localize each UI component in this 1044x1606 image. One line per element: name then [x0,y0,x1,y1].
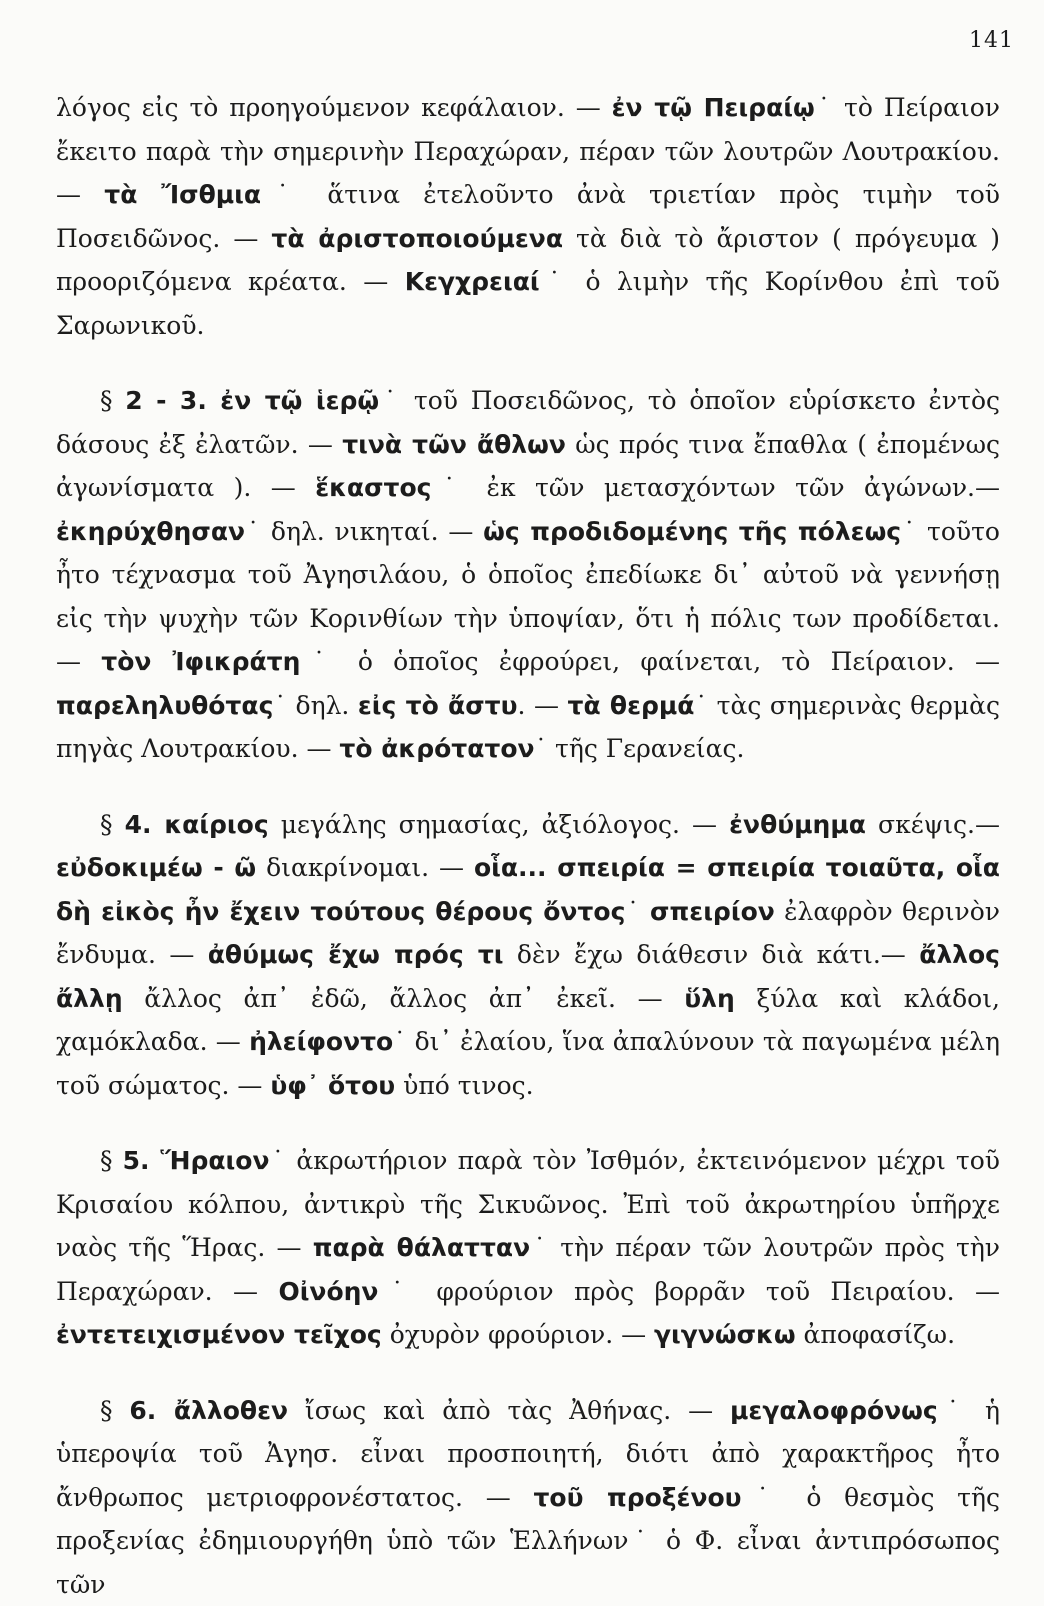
bold-lemma: ἐνθύμημα [729,810,866,839]
bold-lemma: τοῦ προξένου [533,1483,741,1512]
text-run: ἴσως καὶ ἀπὸ τὰς Ἀθήνας. — [288,1396,730,1425]
text-run: ˙ ἡ ὑπεροψία τοῦ Ἀγησ. εἶναι προσποιητή, διότι ἀπὸ χαρακτῆρος ἦτο ἄνθρωπος μετριοφρονέστατος. — [56,1396,1000,1512]
text-run: ˙ τὸ Πείραιον ἔκειτο παρὰ τὴν σημερινὴν Περαχώραν, πέραν τῶν λουτρῶν Λουτρακίου. — [56,93,1000,209]
bold-lemma: ἐντετειχισμένον τεῖχος [56,1320,382,1349]
bold-lemma: τὸν Ἰφικράτη [101,647,300,676]
bold-lemma: μεγαλοφρόνως [730,1396,938,1425]
text-run: ˙ τὰς σημερινὰς θερμὰς πηγὰς Λουτρακίου. — [56,691,1000,764]
bold-lemma: ὕλη [684,984,735,1013]
bold-lemma: παρὰ θάλατταν [313,1233,530,1262]
text-run: μεγάλης σημασίας, ἀξιόλογος. — [269,810,730,839]
text-run: ˙ ὁ θεσμὸς τῆς προξενίας ἐδημιουργήθη ὑπὸ τῶν Ἑλλήνων˙ ὁ Φ. εἶναι ἀντιπρόσωπος τῶν [56,1483,1000,1599]
bold-lemma: εὐδοκιμέω - ῶ [56,853,256,882]
text-run: § [100,386,125,415]
text-run: ˙ ὁ ὁποῖος ἐφρούρει, φαίνεται, τὸ Πείραιον. — [300,647,1000,676]
paragraph [56,1389,1000,1606]
text-run: ˙ φρούριον πρὸς βορρᾶν τοῦ Πειραίου. — [378,1277,1000,1306]
text-run: ὡς πρός τινα ἔπαθλα ( ἐπομένως ἀγωνίσματα ). — [56,430,1000,503]
paragraph [56,379,1000,771]
bold-lemma: τὰ ἀριστοποιούμενα [271,224,563,253]
bold-lemma: ἕκαστος [315,473,431,502]
text-run: ἀποφασίζω. [796,1320,955,1349]
bold-lemma: 2 - 3. ἐν τῷ ἱερῷ [125,386,379,415]
text-run: ˙ τοῦτο ἦτο τέχνασμα τοῦ Ἀγησιλάου, ὁ ὁποῖος ἐπεδίωκε δι᾽ αὐτοῦ νὰ γεννήσῃ εἰς τὴν ψυχὴν τῶν Κορινθίων τὴν ὑποψίαν, ὅτι ἡ πόλις των προδίδεται. — [56,517,1000,677]
text-run: ˙ δηλ. νικηταί. — [245,517,483,546]
bold-lemma: Οἰνόην [278,1277,378,1306]
bold-lemma: ἐν τῷ Πειραίῳ [612,93,815,122]
bold-lemma: παρεληλυθότας [56,691,273,720]
bold-lemma: ἠλείφοντο [249,1027,393,1056]
bold-lemma: ἐκηρύχθησαν [56,517,245,546]
text-run: ἐλαφρὸν θερινὸν ἔνδυμα. — [56,897,1000,970]
bold-lemma: τὰ θερμά [568,691,695,720]
text-run: ˙ [625,897,650,926]
text-run: ˙ δι᾽ ἐλαίου, ἵνα ἀπαλύνουν τὰ παγωμένα μέλη τοῦ σώματος. — [56,1027,1000,1100]
bold-lemma: ὑφ᾽ ὅτου [270,1071,395,1100]
text-run: διακρίνομαι. — [256,853,474,882]
text-run: ˙ ἅτινα ἐτελοῦντο ἀνὰ τριετίαν πρὸς τιμὴν τοῦ Ποσειδῶνος. — [56,180,1000,253]
commentary-text [56,86,1000,1606]
text-run: ˙ ἀκρωτήριον παρὰ τὸν Ἰσθμόν, ἐκτεινόμενον μέχρι τοῦ Κρισαίου κόλπου, ἀντικρὺ τῆς Σικυῶνος. Ἐπὶ τοῦ ἀκρωτηρίου ὑπῆρχε ναὸς τῆς Ἥρας. — [56,1146,1000,1262]
text-run: ˙ τῆς Γερανείας. [535,734,745,763]
text-run: σκέψις.— [866,810,1000,839]
text-run: ξύλα καὶ κλάδοι, χαμόκλαδα. — [56,984,1000,1057]
bold-lemma: ἀθύμως ἔχω πρός τι [208,940,504,969]
text-run: ˙ ἐκ τῶν μετασχόντων τῶν ἀγώνων.— [432,473,1000,502]
text-run: § [100,810,125,839]
bold-lemma: τὸ ἀκρότατον [339,734,534,763]
bold-lemma: 5. Ἥραιον [123,1146,270,1175]
bold-lemma: σπειρίον [650,897,775,926]
page-number: 141 [969,28,1014,53]
paragraph [56,86,1000,347]
text-run: ὀχυρὸν φρούριον. — [382,1320,654,1349]
bold-lemma: τινὰ τῶν ἄθλων [342,430,566,459]
bold-lemma: ἄλλος ἄλλῃ [56,940,1000,1013]
text-run: § [100,1146,123,1175]
text-run: ˙ δηλ. [273,691,357,720]
text-run: λόγος εἰς τὸ προηγούμενον κεφάλαιον. — [56,93,612,122]
text-run: . — [518,691,568,720]
text-run: δὲν ἔχω διάθεσιν διὰ κάτι.— [504,940,920,969]
text-run: § [100,1396,129,1425]
text-run: τὰ διὰ τὸ ἄριστον ( πρόγευμα ) προοριζόμενα κρέατα. — [56,224,1000,297]
text-run: ὑπό τινος. [395,1071,533,1100]
paragraph [56,803,1000,1108]
bold-lemma: τὰ Ἴσθμια [104,180,261,209]
text-run: ˙ τὴν πέραν τῶν λουτρῶν πρὸς τὴν Περαχώραν. — [56,1233,1000,1306]
bold-lemma: 6. ἄλλοθεν [129,1396,288,1425]
text-run: ἄλλος ἀπ᾽ ἐδῶ, ἄλλος ἀπ᾽ ἐκεῖ. — [123,984,685,1013]
paragraph [56,1139,1000,1357]
bold-lemma: οἷα... σπειρία = σπειρία τοιαῦτα, οἷα δὴ εἰκὸς ἦν ἔχειν τούτους θέρους ὄντος [56,853,1000,926]
text-run: ˙ τοῦ Ποσειδῶνος, τὸ ὁποῖον εὑρίσκετο ἐντὸς δάσους ἐξ ἐλατῶν. — [56,386,1000,459]
bold-lemma: γιγνώσκω [654,1320,796,1349]
bold-lemma: εἰς τὸ ἄστυ [358,691,518,720]
bold-lemma: 4. καίριος [125,810,269,839]
text-run: ˙ ὁ λιμὴν τῆς Κορίνθου ἐπὶ τοῦ Σαρωνικοῦ. [56,267,1000,340]
bold-lemma: Κεγχρειαί [405,267,540,296]
bold-lemma: ὡς προδιδομένης τῆς πόλεως [483,517,901,546]
